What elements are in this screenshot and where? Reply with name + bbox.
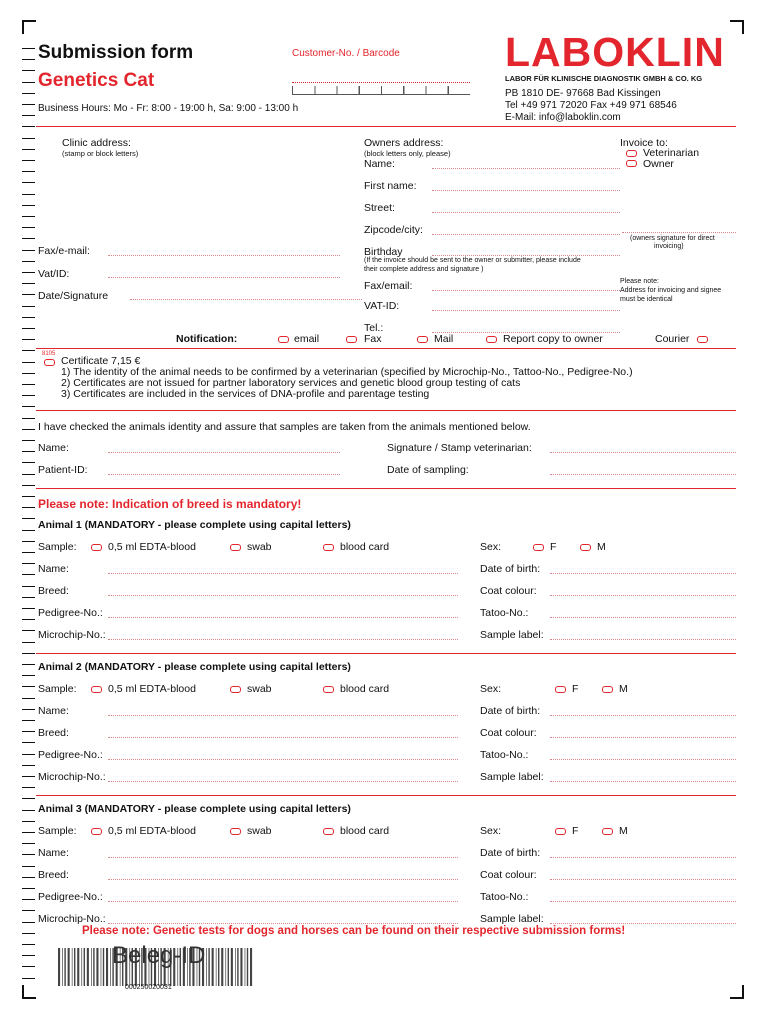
margin-tick [22,742,35,743]
animal-3-pedigree-label: Pedigree-No.: [38,891,103,903]
corner-mark-bottom-right [730,985,744,999]
notification-mail-checkbox[interactable] [417,336,428,343]
margin-tick [22,205,35,206]
invoice-note-2: Address for invoicing and signee [620,287,722,294]
confirm-date-sampling-field[interactable] [550,474,736,475]
animal-1-divider [36,653,736,654]
margin-tick [22,709,35,710]
animal-2-name-label: Name: [38,705,69,717]
confirm-patient-id-field[interactable] [108,474,340,475]
margin-tick [22,877,35,878]
owner-first-name-field[interactable] [432,190,620,191]
barcode-bar [247,948,248,986]
animal-3-female-checkbox[interactable] [555,828,566,835]
margin-tick [22,686,35,687]
invoice-veterinarian-label: Veterinarian [643,147,700,159]
animal-2-edta-label: 0,5 ml EDTA-blood [108,683,196,695]
animal-2-tatoo-label: Tatoo-No.: [480,749,529,761]
margin-tick [22,373,35,374]
owner-birthday-note-1: (If the invoice should be sent to the owner or submitter, please include [364,257,581,264]
animal-2-female-label: F [572,683,579,695]
margin-tick [22,48,35,49]
clinic-vat-field[interactable] [108,277,340,278]
margin-tick [22,798,35,799]
animal-2-coat-field[interactable] [550,737,736,738]
animal-1-sample-label-label: Sample label: [480,629,544,641]
barcode-bar [62,948,63,986]
lab-email: E-Mail: info@laboklin.com [505,112,621,123]
animal-2-sex-label: Sex: [480,683,502,695]
animal-3-edta-label: 0,5 ml EDTA-blood [108,825,196,837]
margin-tick [22,597,35,598]
animal-3-name-label: Name: [38,847,69,859]
margin-tick [22,406,35,407]
margin-tick [22,126,35,127]
margin-tick [22,630,35,631]
invoice-note-1: Please note: [620,278,659,285]
margin-tick [22,731,35,732]
animal-1-birth-label: Date of birth: [480,563,541,575]
notification-mail-label: Mail [434,333,454,345]
margin-tick [22,888,35,889]
certificate-line-1: 1) The identity of the animal needs to be confirmed by a veterinarian (specified by Microchip-No., Tattoo-No., Pedigree-No.) [61,366,633,378]
animal-3-sample-label-field[interactable] [550,923,736,924]
invoice-owner-checkbox[interactable] [626,160,637,167]
animal-2-swab-checkbox[interactable] [230,686,241,693]
margin-tick [22,395,35,396]
clinic-vat-label: Vat/ID: [38,268,70,280]
certificate-title: Certificate 7,15 € [61,355,141,367]
animal-2-divider [36,795,736,796]
owner-first-name-label: First name: [364,180,417,192]
margin-tick [22,93,35,94]
animal-3-microchip-label: Microchip-No.: [38,913,106,925]
animal-2-blood-card-checkbox[interactable] [323,686,334,693]
lab-phone: Tel +49 971 72020 Fax +49 971 68546 [505,100,677,111]
margin-tick [22,843,35,844]
margin-tick [22,933,35,934]
barcode-bar [231,948,233,986]
animal-2-tatoo-field[interactable] [550,759,736,760]
margin-tick [22,574,35,575]
barcode-bar [216,948,217,986]
barcode-bar [235,948,236,986]
animal-2-sample-label-field[interactable] [550,781,736,782]
animal-2-name-field[interactable] [108,715,458,716]
animal-3-sex-label: Sex: [480,825,502,837]
margin-tick [22,776,35,777]
animal-2-edta-checkbox[interactable] [91,686,102,693]
barcode-bar [77,948,79,986]
barcode-bar [237,948,238,986]
barcode-bar [106,948,108,986]
margin-tick [22,194,35,195]
margin-tick [22,910,35,911]
margin-tick [22,765,35,766]
customer-field[interactable] [292,86,470,95]
animal-2-sample-label-label: Sample label: [480,771,544,783]
animal-1-microchip-label: Microchip-No.: [38,629,106,641]
margin-tick [22,518,35,519]
owner-birthday-field[interactable] [432,255,620,256]
certificate-line-3: 3) Certificates are included in the services of DNA-profile and parentage testing [61,388,430,400]
clinic-fax-field[interactable] [108,255,340,256]
animal-1-pedigree-field[interactable] [108,617,458,618]
animal-2-birth-label: Date of birth: [480,705,541,717]
margin-tick [22,350,35,351]
margin-tick [22,182,35,183]
barcode-bar [110,948,111,986]
barcode-bar [212,948,214,986]
barcode-bar [58,948,60,986]
barcode-bar [208,948,209,986]
clinic-date-signature-label: Date/Signature [38,290,109,302]
margin-tick [22,328,35,329]
laboklin-logo: LABOKLIN [505,29,725,75]
animal-1-edta-checkbox[interactable] [91,544,102,551]
courier-checkbox[interactable] [697,336,708,343]
clinic-title: Clinic address: [62,137,131,149]
animal-1-female-label: F [550,541,557,553]
barcode-bar [68,948,70,986]
lab-address: PB 1810 DE- 97668 Bad Kissingen [505,88,661,99]
margin-tick [22,362,35,363]
owner-street-field[interactable] [432,212,620,213]
margin-tick [22,384,35,385]
certificate-checkbox[interactable] [44,359,55,366]
owner-zipcode-label: Zipcode/city: [364,224,423,236]
animal-1-breed-field[interactable] [108,595,458,596]
divider-confirmation [36,488,736,489]
animal-1-edta-label: 0,5 ml EDTA-blood [108,541,196,553]
margin-tick [22,283,35,284]
animal-3-breed-field[interactable] [108,879,458,880]
margin-tick [22,955,35,956]
invoice-veterinarian-checkbox[interactable] [626,150,637,157]
margin-tick [22,978,35,979]
barcode-bar [101,948,102,986]
animal-2-blood-card-label: blood card [340,683,390,695]
margin-tick [22,462,35,463]
margin-tick [22,922,35,923]
animal-2-microchip-label: Microchip-No.: [38,771,106,783]
barcode-bar [84,948,85,986]
animal-2-sample-label: Sample: [38,683,77,695]
owner-tel-label: Tel.: [364,322,384,334]
animal-1-tatoo-label: Tatoo-No.: [480,607,529,619]
animal-3-tatoo-field[interactable] [550,901,736,902]
page-subtitle: Genetics Cat [38,70,155,91]
animal-1-swab-checkbox[interactable] [230,544,241,551]
animal-2-female-checkbox[interactable] [555,686,566,693]
courier-label: Courier [655,333,690,345]
confirm-date-sampling-label: Date of sampling: [387,464,469,476]
animal-1-male-label: M [597,541,606,553]
margin-tick [22,966,35,967]
invoice-title: Invoice to: [620,137,668,149]
owner-signature-field[interactable] [622,232,736,233]
animal-1-coat-field[interactable] [550,595,736,596]
animal-3-sample-label: Sample: [38,825,77,837]
margin-tick [22,250,35,251]
confirm-patient-id-label: Patient-ID: [38,464,88,476]
animal-3-male-checkbox[interactable] [602,828,613,835]
confirm-signature-field[interactable] [550,452,736,453]
margin-tick [22,552,35,553]
customer-field-top [292,82,470,83]
animal-1-sample-label-field[interactable] [550,639,736,640]
margin-tick [22,227,35,228]
confirm-name-label: Name: [38,442,69,454]
lab-name: LABOR FÜR KLINISCHE DIAGNOSTIK GMBH & CO. KG [505,74,703,83]
owner-zipcode-field[interactable] [432,234,620,235]
barcode-bar [228,948,229,986]
animal-1-male-checkbox[interactable] [580,544,591,551]
confirm-signature-label: Signature / Stamp veterinarian: [387,442,532,454]
margin-tick [22,339,35,340]
owner-name-label: Name: [364,158,395,170]
confirmation-text: I have checked the animals identity and assure that samples are taken from the animals mentioned below. [38,421,531,433]
margin-tick [22,944,35,945]
animal-1-blood-card-checkbox[interactable] [323,544,334,551]
invoice-owner-label: Owner [643,158,674,170]
margin-tick [22,272,35,273]
owner-signature-note-2: invoicing) [654,243,684,250]
margin-tick [22,82,35,83]
invoice-note-3: must be identical [620,296,673,303]
margin-tick [22,754,35,755]
animal-3-tatoo-label: Tatoo-No.: [480,891,529,903]
page-title: Submission form [38,42,194,63]
corner-mark-bottom-left [22,985,36,999]
animal-1-breed-label: Breed: [38,585,69,597]
animal-3-coat-field[interactable] [550,879,736,880]
margin-tick [22,619,35,620]
footer-note: Please note: Genetic tests for dogs and horses can be found on their respective submission forms! [82,925,626,937]
animal-3-male-label: M [619,825,628,837]
margin-tick [22,854,35,855]
animal-2-breed-field[interactable] [108,737,458,738]
margin-tick [22,821,35,822]
animal-2-swab-label: swab [247,683,272,695]
margin-tick [22,261,35,262]
margin-tick [22,216,35,217]
margin-tick [22,653,35,654]
clinic-note: (stamp or block letters) [62,149,139,158]
barcode-bar [91,948,92,986]
barcode-bar [74,948,75,986]
margin-tick [22,866,35,867]
animal-1-female-checkbox[interactable] [533,544,544,551]
margin-tick [22,171,35,172]
animal-3-blood-card-checkbox[interactable] [323,828,334,835]
animal-1-birth-field[interactable] [550,573,736,574]
owner-vat-field[interactable] [432,310,620,311]
animal-3-birth-field[interactable] [550,857,736,858]
corner-mark-top-left [22,20,36,34]
animal-3-pedigree-field[interactable] [108,901,458,902]
business-hours: Business Hours: Mo - Fr: 8:00 - 19:00 h, Sa: 9:00 - 13:00 h [38,103,299,114]
margin-tick [22,642,35,643]
animal-1-sex-label: Sex: [480,541,502,553]
owner-name-field[interactable] [432,168,620,169]
margin-tick [22,238,35,239]
notification-fax-checkbox[interactable] [346,336,357,343]
animal-3-swab-checkbox[interactable] [230,828,241,835]
owner-fax-field[interactable] [432,290,620,291]
notification-label: Notification: [176,333,238,345]
report-copy-checkbox[interactable] [486,336,497,343]
animal-1-swab-label: swab [247,541,272,553]
animal-1-coat-label: Coat colour: [480,585,537,597]
barcode-bar [96,948,98,986]
margin-tick [22,530,35,531]
margin-tick [22,149,35,150]
animal-1-tatoo-field[interactable] [550,617,736,618]
animal-1-blood-card-label: blood card [340,541,390,553]
notification-fax-label: Fax [364,333,382,345]
customer-label: Customer-No. / Barcode [292,48,400,59]
animal-3-edta-checkbox[interactable] [91,828,102,835]
animal-2-microchip-field[interactable] [108,781,458,782]
margin-tick [22,104,35,105]
barcode-bar [206,948,207,986]
margin-tick [22,899,35,900]
animal-1-title: Animal 1 (MANDATORY - please complete using capital letters) [38,519,351,531]
animal-1-name-field[interactable] [108,573,458,574]
animal-2-male-checkbox[interactable] [602,686,613,693]
certificate-code: 8105 [42,351,56,357]
barcode-bar [245,948,246,986]
barcode-bar [250,948,252,986]
margin-tick [22,485,35,486]
report-copy-label: Report copy to owner [503,333,603,345]
animal-3-female-label: F [572,825,579,837]
margin-tick [22,563,35,564]
margin-tick [22,496,35,497]
divider-header [36,126,736,127]
animal-1-pedigree-label: Pedigree-No.: [38,607,103,619]
margin-tick [22,608,35,609]
owner-signature-note-1: (owners signature for direct [630,235,715,242]
owner-note: (block letters only, please) [364,149,451,158]
barcode-number: 000250020031 [125,984,172,991]
animal-3-microchip-field[interactable] [108,923,458,924]
clinic-date-signature-field[interactable] [130,299,362,300]
margin-tick [22,541,35,542]
animal-3-swab-label: swab [247,825,272,837]
owner-birthday-note-2: their complete address and signature ) [364,266,484,273]
margin-tick [22,832,35,833]
clinic-fax-label: Fax/e-mail: [38,245,90,257]
margin-tick [22,474,35,475]
margin-tick [22,294,35,295]
barcode-bar [221,948,223,986]
animal-2-male-label: M [619,683,628,695]
margin-tick [22,115,35,116]
barcode-bar [240,948,242,986]
barcode-bar [93,948,94,986]
barcode-bar [64,948,65,986]
animal-2-breed-label: Breed: [38,727,69,739]
margin-tick [22,59,35,60]
animal-2-coat-label: Coat colour: [480,727,537,739]
barcode-bar [225,948,226,986]
margin-tick [22,810,35,811]
margin-tick [22,787,35,788]
margin-tick [22,675,35,676]
barcode-bar [87,948,89,986]
certificate-line-2: 2) Certificates are not issued for partner laboratory services and genetic blood group testing of cats [61,377,521,389]
barcode-bar [72,948,73,986]
breed-note: Please note: Indication of breed is mandatory! [38,497,302,511]
margin-tick [22,306,35,307]
beleg-id-label: Beleg-ID [112,942,206,969]
margin-tick [22,317,35,318]
corner-mark-top-right [730,20,744,34]
animal-1-sample-label: Sample: [38,541,77,553]
divider-notification [36,348,736,349]
animal-3-birth-label: Date of birth: [480,847,541,859]
margin-tick [22,720,35,721]
owner-birthday-label: Birthday [364,246,403,258]
animal-2-pedigree-field[interactable] [108,759,458,760]
owner-fax-label: Fax/email: [364,280,413,292]
margin-tick [22,507,35,508]
animal-3-sample-label-label: Sample label: [480,913,544,925]
barcode-bar [218,948,219,986]
margin-tick [22,440,35,441]
animal-3-blood-card-label: blood card [340,825,390,837]
animal-3-breed-label: Breed: [38,869,69,881]
animal-2-pedigree-label: Pedigree-No.: [38,749,103,761]
animal-3-name-field[interactable] [108,857,458,858]
margin-tick [22,451,35,452]
animal-2-birth-field[interactable] [550,715,736,716]
owner-title: Owners address: [364,137,444,149]
notification-email-checkbox[interactable] [278,336,289,343]
barcode-bar [81,948,82,986]
margin-tick [22,418,35,419]
margin-tick [22,664,35,665]
margin-tick [22,429,35,430]
margin-tick [22,698,35,699]
animal-1-name-label: Name: [38,563,69,575]
owner-vat-label: VAT-ID: [364,300,400,312]
margin-tick [22,160,35,161]
owner-street-label: Street: [364,202,395,214]
animal-2-title: Animal 2 (MANDATORY - please complete using capital letters) [38,661,351,673]
animal-1-microchip-field[interactable] [108,639,458,640]
barcode-bar [103,948,104,986]
confirm-name-field[interactable] [108,452,340,453]
margin-tick [22,586,35,587]
divider-certificate [36,410,736,411]
animal-3-coat-label: Coat colour: [480,869,537,881]
margin-tick [22,70,35,71]
margin-tick [22,138,35,139]
notification-email-label: email [294,333,320,345]
animal-3-title: Animal 3 (MANDATORY - please complete using capital letters) [38,803,351,815]
